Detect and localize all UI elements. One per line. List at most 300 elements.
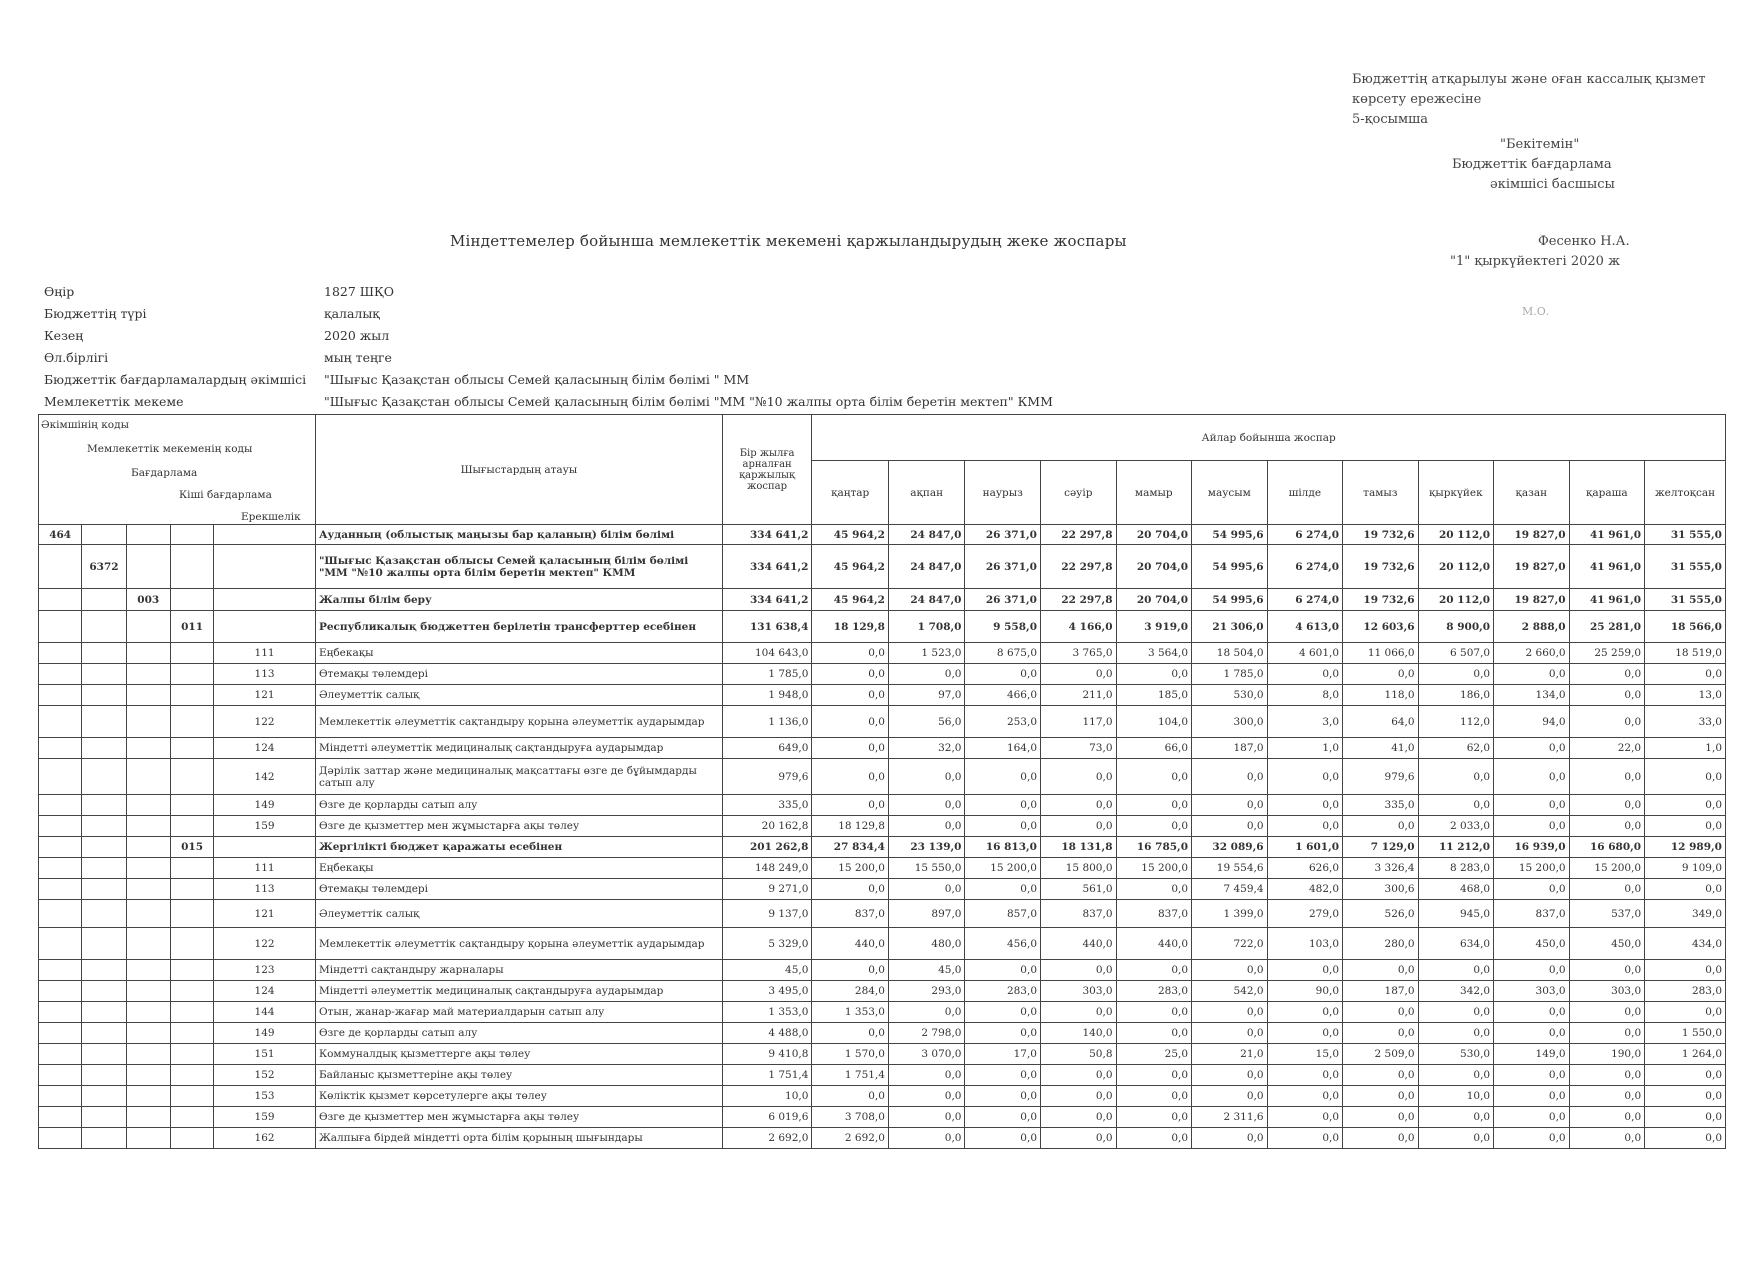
- code-cell: 159: [214, 1107, 316, 1128]
- code-cell: [39, 643, 82, 664]
- month-cell: 0,0: [1569, 960, 1645, 981]
- month-cell: 1 785,0: [1192, 664, 1268, 685]
- code-cell: [126, 837, 170, 858]
- code-cell: [39, 1086, 82, 1107]
- month-cell: 0,0: [1116, 1086, 1192, 1107]
- month-cell: 0,0: [1494, 795, 1570, 816]
- table-row: [39, 960, 1726, 981]
- expense-name-head: Шығыстардың атауы: [315, 415, 722, 525]
- rules-reference: [1352, 70, 1712, 130]
- month-cell: 2 692,0: [812, 1128, 889, 1149]
- code-cell: [39, 611, 82, 643]
- month-cell: 7 459,4: [1192, 879, 1268, 900]
- month-cell: 0,0: [888, 816, 965, 837]
- month-cell: 15 200,0: [812, 858, 889, 879]
- month-cell: 0,0: [965, 960, 1041, 981]
- month-cell: 0,0: [965, 1086, 1041, 1107]
- month-cell: 0,0: [965, 1023, 1041, 1044]
- month-cell: 0,0: [1645, 1107, 1726, 1128]
- month-cell: 837,0: [1041, 900, 1117, 928]
- code-cell: [126, 900, 170, 928]
- month-cell: 54 995,6: [1192, 589, 1268, 611]
- code-cell: [82, 795, 126, 816]
- code-cell: [214, 611, 316, 643]
- code-cell: [82, 816, 126, 837]
- month-cell: 3 564,0: [1116, 643, 1192, 664]
- meta-value: 2020 жыл: [324, 328, 390, 343]
- expense-name-cell: Жергілікті бюджет қаражаты есебінен: [315, 837, 722, 858]
- code-cell: 113: [214, 664, 316, 685]
- month-cell: 18 129,8: [812, 611, 889, 643]
- annual-cell: 6 019,6: [722, 1107, 812, 1128]
- code-cell: [39, 960, 82, 981]
- month-cell: 284,0: [812, 981, 889, 1002]
- annual-cell: 334 641,2: [722, 525, 812, 545]
- month-cell: 187,0: [1343, 981, 1419, 1002]
- month-cell: 2 888,0: [1494, 611, 1570, 643]
- month-cell: 0,0: [1645, 759, 1726, 795]
- month-cell: 0,0: [1041, 795, 1117, 816]
- month-cell: 22 297,8: [1041, 525, 1117, 545]
- month-cell: 0,0: [1192, 1065, 1268, 1086]
- month-cell: 530,0: [1418, 1044, 1494, 1065]
- month-cell: 21 306,0: [1192, 611, 1268, 643]
- annual-cell: 104 643,0: [722, 643, 812, 664]
- month-cell: 16 939,0: [1494, 837, 1570, 858]
- monthly-plan-head: Айлар бойынша жоспар: [812, 415, 1726, 461]
- month-cell: 626,0: [1267, 858, 1343, 879]
- month-cell: 211,0: [1041, 685, 1117, 706]
- code-cell: [39, 1002, 82, 1023]
- code-cell: [126, 685, 170, 706]
- code-cell: 149: [214, 795, 316, 816]
- annual-cell: 1 136,0: [722, 706, 812, 738]
- month-cell: 20 704,0: [1116, 589, 1192, 611]
- month-cell: 117,0: [1041, 706, 1117, 738]
- month-cell: 15 550,0: [888, 858, 965, 879]
- month-cell: 11 212,0: [1418, 837, 1494, 858]
- month-cell: 722,0: [1192, 928, 1268, 960]
- month-cell: 164,0: [965, 738, 1041, 759]
- month-cell: 253,0: [965, 706, 1041, 738]
- code-cell: 011: [170, 611, 213, 643]
- month-cell: 0,0: [1418, 960, 1494, 981]
- month-head: сәуір: [1041, 461, 1117, 525]
- code-cell: [126, 706, 170, 738]
- annual-cell: 45,0: [722, 960, 812, 981]
- month-cell: 283,0: [1116, 981, 1192, 1002]
- month-cell: 0,0: [1267, 1128, 1343, 1149]
- month-cell: 6 274,0: [1267, 525, 1343, 545]
- code-cell: [126, 858, 170, 879]
- month-cell: 0,0: [1116, 879, 1192, 900]
- month-cell: 17,0: [965, 1044, 1041, 1065]
- month-head: маусым: [1192, 461, 1268, 525]
- month-cell: 0,0: [1418, 795, 1494, 816]
- code-cell: [39, 900, 82, 928]
- month-cell: 190,0: [1569, 1044, 1645, 1065]
- code-cell: [39, 706, 82, 738]
- month-cell: 0,0: [888, 1065, 965, 1086]
- code-cell: 111: [214, 858, 316, 879]
- expense-name-cell: Жалпы білім беру: [315, 589, 722, 611]
- annual-cell: 3 495,0: [722, 981, 812, 1002]
- month-cell: 0,0: [1569, 1107, 1645, 1128]
- approver-line-1: Бюджеттік бағдарлама: [1452, 157, 1612, 172]
- month-cell: 185,0: [1116, 685, 1192, 706]
- code-cell: [82, 960, 126, 981]
- month-cell: 54 995,6: [1192, 545, 1268, 589]
- month-cell: 3 919,0: [1116, 611, 1192, 643]
- month-cell: 13,0: [1645, 685, 1726, 706]
- code-cell: [170, 589, 213, 611]
- table-row: [39, 525, 1726, 545]
- month-cell: 15 200,0: [1494, 858, 1570, 879]
- expense-name-cell: Жалпыға бірдей міндетті орта білім қорының шығындары: [315, 1128, 722, 1149]
- code-cell: [214, 589, 316, 611]
- table-row: [39, 1086, 1726, 1107]
- month-cell: 31 555,0: [1645, 545, 1726, 589]
- month-cell: 0,0: [1494, 960, 1570, 981]
- meta-value: мың теңге: [324, 350, 392, 365]
- rules-line-1: Бюджеттің атқарылуы және оған кассалық қызмет: [1352, 72, 1706, 87]
- table-row: [39, 611, 1726, 643]
- month-cell: 0,0: [1569, 816, 1645, 837]
- code-cell: [170, 960, 213, 981]
- month-cell: 16 785,0: [1116, 837, 1192, 858]
- month-cell: 19 827,0: [1494, 589, 1570, 611]
- table-row: [39, 1044, 1726, 1065]
- month-cell: 0,0: [1494, 1107, 1570, 1128]
- code-cell: [126, 816, 170, 837]
- month-cell: 0,0: [1569, 685, 1645, 706]
- month-cell: 634,0: [1418, 928, 1494, 960]
- month-cell: 9 558,0: [965, 611, 1041, 643]
- table-row: [39, 1023, 1726, 1044]
- code-cell: [126, 664, 170, 685]
- month-cell: 0,0: [1041, 1065, 1117, 1086]
- month-cell: 103,0: [1267, 928, 1343, 960]
- table-row: [39, 879, 1726, 900]
- code-cell: [126, 1065, 170, 1086]
- month-cell: 335,0: [1343, 795, 1419, 816]
- month-cell: 15 200,0: [1116, 858, 1192, 879]
- stamp-label: М.О.: [1522, 305, 1550, 318]
- annual-cell: 148 249,0: [722, 858, 812, 879]
- month-cell: 22,0: [1569, 738, 1645, 759]
- month-cell: 0,0: [1343, 1086, 1419, 1107]
- expense-name-cell: Өтемақы төлемдері: [315, 664, 722, 685]
- code-cell: [126, 545, 170, 589]
- month-cell: 979,6: [1343, 759, 1419, 795]
- month-cell: 0,0: [1116, 664, 1192, 685]
- code-cell: 142: [214, 759, 316, 795]
- month-cell: 0,0: [1116, 1065, 1192, 1086]
- month-cell: 25 259,0: [1569, 643, 1645, 664]
- code-cell: [170, 759, 213, 795]
- month-cell: 0,0: [1041, 759, 1117, 795]
- month-cell: 45 964,2: [812, 545, 889, 589]
- month-cell: 41 961,0: [1569, 525, 1645, 545]
- approval-block: [1452, 135, 1720, 195]
- code-cell: 159: [214, 816, 316, 837]
- code-cell: [126, 611, 170, 643]
- meta-value: "Шығыс Қазақстан облысы Семей қаласының білім бөлімі "ММ "№10 жалпы орта білім беретін мектеп" КММ: [324, 394, 1053, 409]
- month-cell: 19 732,6: [1343, 589, 1419, 611]
- month-cell: 0,0: [1645, 879, 1726, 900]
- month-cell: 0,0: [1494, 1065, 1570, 1086]
- approver-line-2: әкімшісі басшысы: [1490, 177, 1615, 192]
- month-cell: 62,0: [1418, 738, 1494, 759]
- month-cell: 0,0: [1267, 664, 1343, 685]
- month-cell: 112,0: [1418, 706, 1494, 738]
- annual-cell: 9 137,0: [722, 900, 812, 928]
- code-cell: [82, 858, 126, 879]
- code-cell: 464: [39, 525, 82, 545]
- month-cell: 526,0: [1343, 900, 1419, 928]
- month-cell: 0,0: [1645, 795, 1726, 816]
- rules-line-2: көрсету ережесіне: [1352, 92, 1482, 107]
- month-cell: 537,0: [1569, 900, 1645, 928]
- annual-cell: 1 785,0: [722, 664, 812, 685]
- annual-cell: 979,6: [722, 759, 812, 795]
- month-cell: 31 555,0: [1645, 525, 1726, 545]
- code-cell: [170, 525, 213, 545]
- month-cell: 837,0: [812, 900, 889, 928]
- month-cell: 6 274,0: [1267, 589, 1343, 611]
- institution-code-head: Мемлекеттік мекеменің коды: [87, 443, 253, 455]
- month-cell: 22 297,8: [1041, 545, 1117, 589]
- month-cell: 0,0: [1569, 664, 1645, 685]
- month-cell: 0,0: [1192, 1128, 1268, 1149]
- month-cell: 480,0: [888, 928, 965, 960]
- month-cell: 11 066,0: [1343, 643, 1419, 664]
- month-cell: 0,0: [1192, 960, 1268, 981]
- month-cell: 8,0: [1267, 685, 1343, 706]
- month-cell: 0,0: [888, 664, 965, 685]
- month-head: ақпан: [888, 461, 965, 525]
- table-row: [39, 858, 1726, 879]
- month-cell: 0,0: [812, 685, 889, 706]
- code-cell: 144: [214, 1002, 316, 1023]
- month-cell: 2 798,0: [888, 1023, 965, 1044]
- code-cell: [39, 858, 82, 879]
- annex-label: 5-қосымша: [1352, 112, 1428, 127]
- month-cell: 0,0: [1343, 1002, 1419, 1023]
- table-row: [39, 664, 1726, 685]
- code-cell: [39, 816, 82, 837]
- expense-name-cell: Мемлекеттік әлеуметтік сақтандыру қорына әлеуметтік аударымдар: [315, 706, 722, 738]
- month-cell: 303,0: [1569, 981, 1645, 1002]
- month-head: наурыз: [965, 461, 1041, 525]
- month-cell: 0,0: [965, 879, 1041, 900]
- month-head: желтоқсан: [1645, 461, 1726, 525]
- month-cell: 0,0: [812, 706, 889, 738]
- code-cell: [82, 1002, 126, 1023]
- month-cell: 0,0: [1267, 1107, 1343, 1128]
- code-cell: [170, 1086, 213, 1107]
- month-cell: 0,0: [1343, 816, 1419, 837]
- month-cell: 0,0: [1192, 1023, 1268, 1044]
- month-cell: 18 566,0: [1645, 611, 1726, 643]
- month-cell: 66,0: [1116, 738, 1192, 759]
- code-cell: [82, 1086, 126, 1107]
- month-cell: 0,0: [965, 759, 1041, 795]
- code-cell: [170, 1065, 213, 1086]
- meta-label: Бюджеттің түрі: [44, 306, 147, 321]
- code-cell: [39, 589, 82, 611]
- signer-block: [1450, 232, 1630, 272]
- month-cell: 6 274,0: [1267, 545, 1343, 589]
- month-head: тамыз: [1343, 461, 1419, 525]
- code-cell: [82, 643, 126, 664]
- month-cell: 45,0: [888, 960, 965, 981]
- table-row: [39, 1107, 1726, 1128]
- month-cell: 22 297,8: [1041, 589, 1117, 611]
- month-cell: 0,0: [1041, 816, 1117, 837]
- month-cell: 10,0: [1418, 1086, 1494, 1107]
- approval-date: "1" қыркүйектегі 2020 ж: [1450, 254, 1621, 269]
- expense-name-cell: Дәрілік заттар және медициналық мақсаттағы өзге де бұйымдарды сатып алу: [315, 759, 722, 795]
- annual-cell: 334 641,2: [722, 589, 812, 611]
- code-cell: [170, 706, 213, 738]
- code-cell: 6372: [82, 545, 126, 589]
- table-row: [39, 928, 1726, 960]
- annual-cell: 4 488,0: [722, 1023, 812, 1044]
- month-cell: 64,0: [1343, 706, 1419, 738]
- month-cell: 530,0: [1192, 685, 1268, 706]
- month-cell: 945,0: [1418, 900, 1494, 928]
- month-cell: 1 570,0: [812, 1044, 889, 1065]
- month-cell: 440,0: [1041, 928, 1117, 960]
- expense-name-cell: Өзге де қызметтер мен жұмыстарға ақы төлеу: [315, 1107, 722, 1128]
- expense-name-cell: Коммуналдық қызметтерге ақы төлеу: [315, 1044, 722, 1065]
- expense-name-cell: Республикалық бюджеттен берілетін трансферттер есебінен: [315, 611, 722, 643]
- month-cell: 0,0: [1494, 1128, 1570, 1149]
- month-cell: 1,0: [1645, 738, 1726, 759]
- code-cell: 152: [214, 1065, 316, 1086]
- annual-cell: 1 751,4: [722, 1065, 812, 1086]
- code-cell: [39, 879, 82, 900]
- month-head: қаңтар: [812, 461, 889, 525]
- expense-name-cell: Өзге де қызметтер мен жұмыстарға ақы төлеу: [315, 816, 722, 837]
- month-cell: 16 680,0: [1569, 837, 1645, 858]
- month-cell: 0,0: [1494, 1002, 1570, 1023]
- code-cell: [126, 795, 170, 816]
- month-cell: 303,0: [1041, 981, 1117, 1002]
- month-cell: 33,0: [1645, 706, 1726, 738]
- code-cell: [170, 795, 213, 816]
- code-cell: [82, 1023, 126, 1044]
- annual-cell: 1 948,0: [722, 685, 812, 706]
- annual-cell: 20 162,8: [722, 816, 812, 837]
- table-row: [39, 589, 1726, 611]
- code-cell: 121: [214, 685, 316, 706]
- month-cell: 0,0: [1494, 738, 1570, 759]
- code-cell: [126, 981, 170, 1002]
- expense-name-cell: Еңбекақы: [315, 643, 722, 664]
- table-row: [39, 816, 1726, 837]
- month-cell: 1 751,4: [812, 1065, 889, 1086]
- table-row: [39, 837, 1726, 858]
- month-cell: 45 964,2: [812, 589, 889, 611]
- month-cell: 19 827,0: [1494, 545, 1570, 589]
- code-cell: [170, 738, 213, 759]
- expense-name-cell: Ауданның (облыстық маңызы бар қаланың) білім бөлімі: [315, 525, 722, 545]
- month-cell: 0,0: [1418, 1128, 1494, 1149]
- code-cell: [82, 1107, 126, 1128]
- month-cell: 0,0: [812, 664, 889, 685]
- code-cell: [126, 738, 170, 759]
- table-row: [39, 1065, 1726, 1086]
- month-cell: 15,0: [1267, 1044, 1343, 1065]
- month-cell: 1 708,0: [888, 611, 965, 643]
- code-cell: [82, 664, 126, 685]
- annual-cell: 131 638,4: [722, 611, 812, 643]
- table-row: [39, 738, 1726, 759]
- month-cell: 342,0: [1418, 981, 1494, 1002]
- month-cell: 0,0: [888, 1128, 965, 1149]
- month-cell: 134,0: [1494, 685, 1570, 706]
- code-cell: [82, 525, 126, 545]
- month-cell: 140,0: [1041, 1023, 1117, 1044]
- month-cell: 2 033,0: [1418, 816, 1494, 837]
- month-cell: 0,0: [812, 795, 889, 816]
- month-cell: 118,0: [1343, 685, 1419, 706]
- month-cell: 0,0: [1569, 1002, 1645, 1023]
- table-row: [39, 1128, 1726, 1149]
- approve-label: "Бекітемін": [1500, 137, 1580, 152]
- expense-name-cell: Көліктік қызмет көрсетулерге ақы төлеу: [315, 1086, 722, 1107]
- code-cell: [82, 706, 126, 738]
- code-cell: [126, 759, 170, 795]
- month-head: шілде: [1267, 461, 1343, 525]
- month-cell: 0,0: [1116, 795, 1192, 816]
- month-cell: 0,0: [1041, 1107, 1117, 1128]
- code-cell: [170, 664, 213, 685]
- expense-name-cell: Міндетті әлеуметтік медициналық сақтандыруға аударымдар: [315, 738, 722, 759]
- annual-cell: 9 271,0: [722, 879, 812, 900]
- month-cell: 0,0: [1116, 816, 1192, 837]
- month-cell: 0,0: [1645, 1065, 1726, 1086]
- month-cell: 0,0: [1343, 960, 1419, 981]
- month-cell: 0,0: [1418, 664, 1494, 685]
- annual-cell: 334 641,2: [722, 545, 812, 589]
- month-cell: 283,0: [965, 981, 1041, 1002]
- month-cell: 4 613,0: [1267, 611, 1343, 643]
- month-cell: 0,0: [812, 643, 889, 664]
- annual-cell: 2 692,0: [722, 1128, 812, 1149]
- annual-cell: 1 353,0: [722, 1002, 812, 1023]
- month-cell: 0,0: [1116, 1023, 1192, 1044]
- code-cell: [126, 525, 170, 545]
- month-cell: 0,0: [1192, 795, 1268, 816]
- code-cell: 121: [214, 900, 316, 928]
- month-cell: 1 601,0: [1267, 837, 1343, 858]
- code-cell: 122: [214, 706, 316, 738]
- month-cell: 2 509,0: [1343, 1044, 1419, 1065]
- month-cell: 0,0: [1569, 1128, 1645, 1149]
- month-cell: 41 961,0: [1569, 545, 1645, 589]
- meta-label: Бюджеттік бағдарламалардың әкімшісі: [44, 372, 307, 387]
- month-cell: 25 281,0: [1569, 611, 1645, 643]
- month-cell: 149,0: [1494, 1044, 1570, 1065]
- month-cell: 0,0: [1267, 816, 1343, 837]
- code-cell: [39, 1044, 82, 1065]
- month-cell: 279,0: [1267, 900, 1343, 928]
- code-cell: [82, 685, 126, 706]
- month-cell: 25,0: [1116, 1044, 1192, 1065]
